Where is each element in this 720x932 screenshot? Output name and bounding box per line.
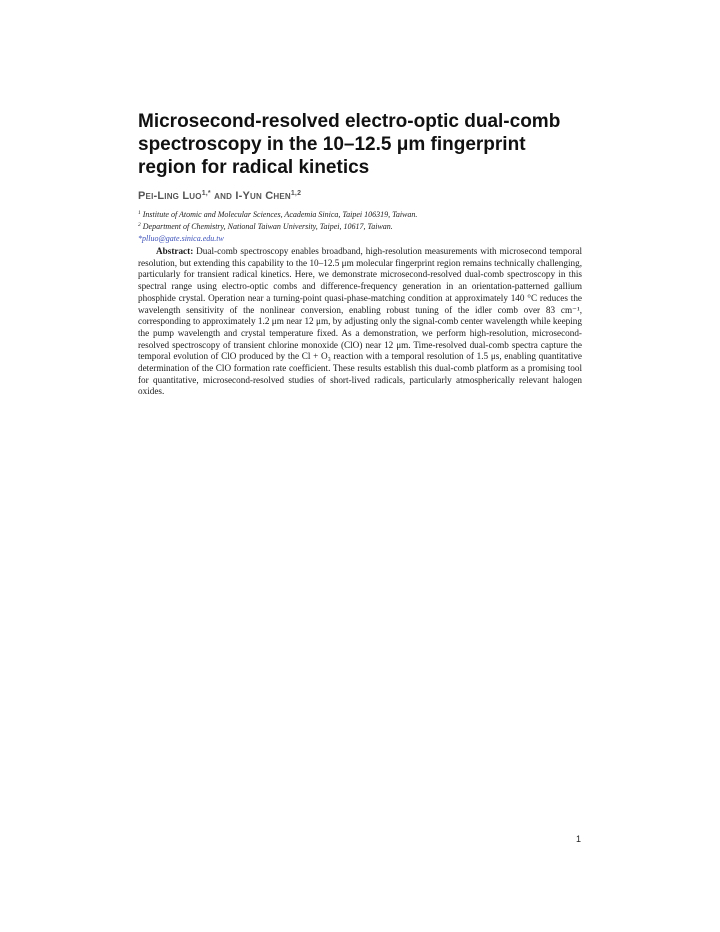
author-conjunction: and — [214, 190, 233, 202]
abstract — [138, 246, 582, 398]
affiliation — [138, 222, 393, 231]
abstract-label: Abstract: — [156, 246, 194, 256]
author-affiliation-marker: 1,* — [201, 190, 211, 197]
affiliation — [138, 210, 417, 219]
page-number: 1 — [576, 834, 582, 844]
affiliation-marker: 2 — [138, 222, 141, 228]
abstract-body: Dual-comb spectroscopy enables broadband, high-resolution measurements with microsecond temporal resolution, but extending this capability to the 10–12.5 μm molecular fingerprint region remains technically challenging, particularly for transient radical kinetics. Here, we demonstrate microsecond-resolved dual-comb spectroscopy in this spectral range using electro-optic combs and difference-frequency generation in an orientation-patterned gallium phosphide crystal. Operation near a turning-point quasi-phase-matching condition at approximately 140 °C reduces the wavelength sensitivity of the nonlinear conversion, enabling robust tuning of the idler comb over 83 cm⁻¹, corresponding to approximately 1.2 μm near 12 μm, by adjusting only the signal-comb center wavelength while keeping the pump wavelength and crystal temperature fixed. As a demonstration, we perform high-resolution, microsecond-resolved spectroscopy of transient chlorine monoxide (ClO) near 12 μm. Time-resolved dual-comb spectra capture the temporal evolution of ClO produced by the Cl + O₃ reaction with a temporal resolution of 1.5 μs, enabling quantitative determination of the ClO formation rate coefficient. These results establish this dual-comb platform as a promising tool for quantitative, microsecond-resolved studies of short-lived radicals, particularly atmospherically relevant halogen oxides. — [138, 246, 583, 397]
paper-title: Microsecond-resolved electro-optic dual-comb spectroscopy in the 10–12.5 μm fingerprint region for radical kinetics — [138, 111, 561, 178]
author-name: Pei-Ling Luo — [138, 190, 202, 202]
author-affiliation-marker: 1,2 — [290, 190, 302, 197]
author-name: I-Yun Chen — [235, 190, 291, 202]
author-line — [138, 190, 301, 202]
affiliation-text: Institute of Atomic and Molecular Sciences, Academia Sinica, Taipei 106319, Taiwan. — [142, 210, 418, 219]
corresponding-email-link[interactable]: *plluo@gate.sinica.edu.tw — [138, 234, 224, 243]
affiliation-marker: 1 — [138, 210, 141, 216]
affiliation-text: Department of Chemistry, National Taiwan University, Taipei, 10617, Taiwan. — [142, 222, 393, 231]
